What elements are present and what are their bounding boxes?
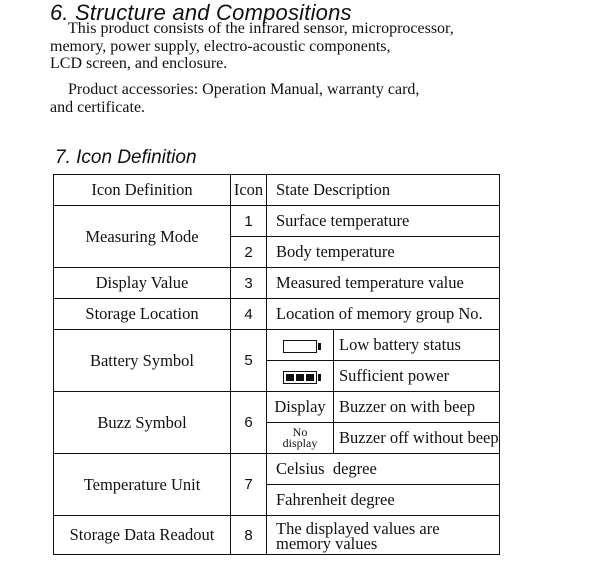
icon-number: 1 <box>231 206 267 237</box>
paragraph-line: This product consists of the infrared sensor, microprocessor, <box>68 20 454 37</box>
state-description: Sufficient power <box>334 361 500 392</box>
battery-symbol-label: Battery Symbol <box>54 330 231 392</box>
paragraph-line: LCD screen, and enclosure. <box>50 55 228 72</box>
buzz-state <box>267 423 334 454</box>
state-description: Low battery status <box>334 330 500 361</box>
buzz-state-line: No <box>292 425 308 439</box>
state-description: Celsius degree <box>267 454 500 485</box>
buzz-symbol-label: Buzz Symbol <box>54 392 231 454</box>
state-description <box>267 516 500 555</box>
header-icon: Icon <box>231 175 267 206</box>
icon-number: 2 <box>231 237 267 268</box>
icon-number: 4 <box>231 299 267 330</box>
description-line: memory values <box>276 534 378 553</box>
state-description: Fahrenheit degree <box>267 485 500 516</box>
table-row <box>54 206 500 237</box>
storage-data-readout-label: Storage Data Readout <box>54 516 231 555</box>
battery-empty-icon <box>283 340 317 353</box>
battery-symbol-cell <box>267 361 334 392</box>
state-description: Measured temperature value <box>267 268 500 299</box>
table-row <box>54 516 500 555</box>
state-description: Location of memory group No. <box>267 299 500 330</box>
state-description: Surface temperature <box>267 206 500 237</box>
table-row <box>54 392 500 423</box>
section-7-title: 7. Icon Definition <box>55 147 197 168</box>
display-value-label: Display Value <box>54 268 231 299</box>
description-line: The displayed values are <box>276 519 440 538</box>
paragraph-line: Product accessories: Operation Manual, warranty card, <box>68 81 420 98</box>
battery-full-icon <box>283 371 317 384</box>
state-description: Buzzer on with beep <box>334 392 500 423</box>
table-row <box>54 454 500 485</box>
state-description: Body temperature <box>267 237 500 268</box>
accessories-paragraph <box>50 81 580 116</box>
section-6-title: 6. Structure and Compositions <box>50 0 352 25</box>
buzz-state-line: display <box>282 436 318 450</box>
icon-number: 5 <box>231 330 267 392</box>
battery-symbol-cell <box>267 330 334 361</box>
icon-definition-table <box>53 174 500 555</box>
storage-location-label: Storage Location <box>54 299 231 330</box>
table-row <box>54 268 500 299</box>
header-state-description: State Description <box>267 175 500 206</box>
temperature-unit-label: Temperature Unit <box>54 454 231 516</box>
icon-number: 7 <box>231 454 267 516</box>
table-row <box>54 330 500 361</box>
buzz-state: Display <box>267 392 334 423</box>
header-icon-definition: Icon Definition <box>54 175 231 206</box>
icon-number: 8 <box>231 516 267 555</box>
icon-number: 6 <box>231 392 267 454</box>
structure-paragraph <box>50 20 580 73</box>
icon-number: 3 <box>231 268 267 299</box>
state-description: Buzzer off without beep <box>334 423 500 454</box>
table-header-row <box>54 175 500 206</box>
measuring-mode-label: Measuring Mode <box>54 206 231 268</box>
paragraph-line: and certificate. <box>50 98 146 116</box>
paragraph-line: memory, power supply, electro-acoustic components, <box>50 37 391 55</box>
table-row <box>54 299 500 330</box>
